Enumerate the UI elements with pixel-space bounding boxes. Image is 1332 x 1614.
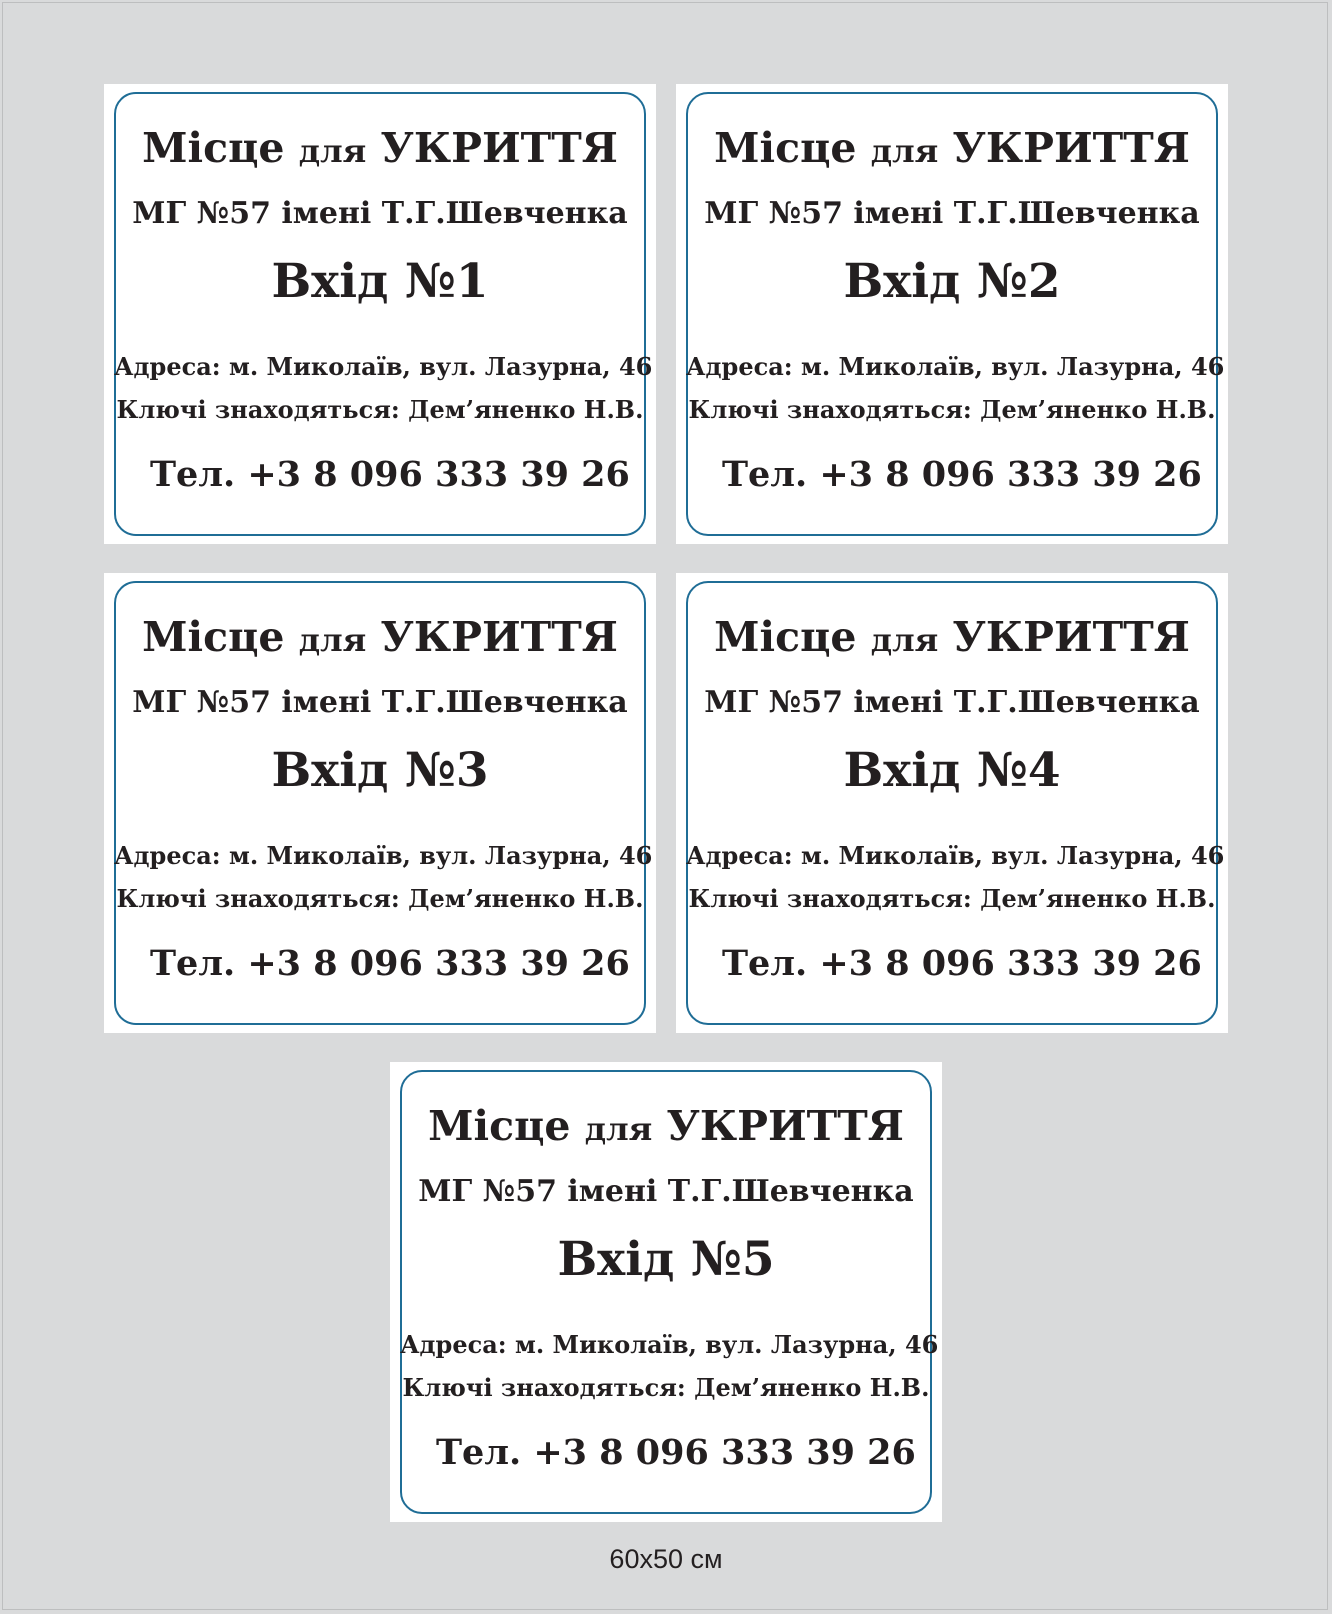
address-line: Адреса: м. Миколаїв, вул. Лазурна, 46: [114, 841, 653, 870]
title-word-shelter: УКРИТТЯ: [666, 1102, 904, 1150]
phone-line: Тел. +3 8 096 333 39 26: [436, 1432, 916, 1473]
entrance-number: Вхід №2: [843, 254, 1061, 309]
title-word-shelter: УКРИТТЯ: [952, 124, 1190, 172]
sign-entrance-2: [676, 84, 1228, 544]
address-line: Адреса: м. Миколаїв, вул. Лазурна, 46: [686, 841, 1225, 870]
school-name: МГ №57 імені Т.Г.Шевченка: [132, 196, 628, 231]
sign-title: [114, 124, 646, 172]
title-word-place: Місце: [714, 613, 857, 661]
title-word-for: для: [870, 621, 939, 659]
school-name: МГ №57 імені Т.Г.Шевченка: [704, 196, 1200, 231]
school-name: МГ №57 імені Т.Г.Шевченка: [132, 685, 628, 720]
phone-line: Тел. +3 8 096 333 39 26: [722, 454, 1202, 495]
title-word-for: для: [298, 621, 367, 659]
school-name: МГ №57 імені Т.Г.Шевченка: [704, 685, 1200, 720]
entrance-number: Вхід №3: [271, 743, 489, 798]
sign-entrance-1: [104, 84, 656, 544]
school-name: МГ №57 імені Т.Г.Шевченка: [418, 1174, 914, 1209]
keys-line: Ключі знаходяться: Дем’яненко Н.В.: [688, 395, 1216, 424]
phone-line: Тел. +3 8 096 333 39 26: [150, 454, 630, 495]
sign-entrance-3: [104, 573, 656, 1033]
title-word-shelter: УКРИТТЯ: [380, 124, 618, 172]
keys-line: Ключі знаходяться: Дем’яненко Н.В.: [688, 884, 1216, 913]
keys-line: Ключі знаходяться: Дем’яненко Н.В.: [116, 884, 644, 913]
sign-entrance-5: [390, 1062, 942, 1522]
sign-entrance-4: [676, 573, 1228, 1033]
address-line: Адреса: м. Миколаїв, вул. Лазурна, 46: [114, 352, 653, 381]
sign-title: [686, 124, 1218, 172]
address-line: Адреса: м. Миколаїв, вул. Лазурна, 46: [400, 1330, 939, 1359]
title-word-place: Місце: [714, 124, 857, 172]
title-word-for: для: [870, 132, 939, 170]
keys-line: Ключі знаходяться: Дем’яненко Н.В.: [116, 395, 644, 424]
sign-title: [686, 613, 1218, 661]
address-line: Адреса: м. Миколаїв, вул. Лазурна, 46: [686, 352, 1225, 381]
sign-title: [400, 1102, 932, 1150]
entrance-number: Вхід №1: [271, 254, 489, 309]
size-label: 60x50 см: [609, 1544, 723, 1574]
phone-line: Тел. +3 8 096 333 39 26: [722, 943, 1202, 984]
entrance-number: Вхід №5: [557, 1232, 775, 1287]
sign-title: [114, 613, 646, 661]
title-word-shelter: УКРИТТЯ: [380, 613, 618, 661]
title-word-place: Місце: [142, 124, 285, 172]
title-word-place: Місце: [142, 613, 285, 661]
title-word-for: для: [298, 132, 367, 170]
title-word-for: для: [584, 1110, 653, 1148]
phone-line: Тел. +3 8 096 333 39 26: [150, 943, 630, 984]
entrance-number: Вхід №4: [843, 743, 1061, 798]
title-word-shelter: УКРИТТЯ: [952, 613, 1190, 661]
keys-line: Ключі знаходяться: Дем’яненко Н.В.: [402, 1373, 930, 1402]
title-word-place: Місце: [428, 1102, 571, 1150]
